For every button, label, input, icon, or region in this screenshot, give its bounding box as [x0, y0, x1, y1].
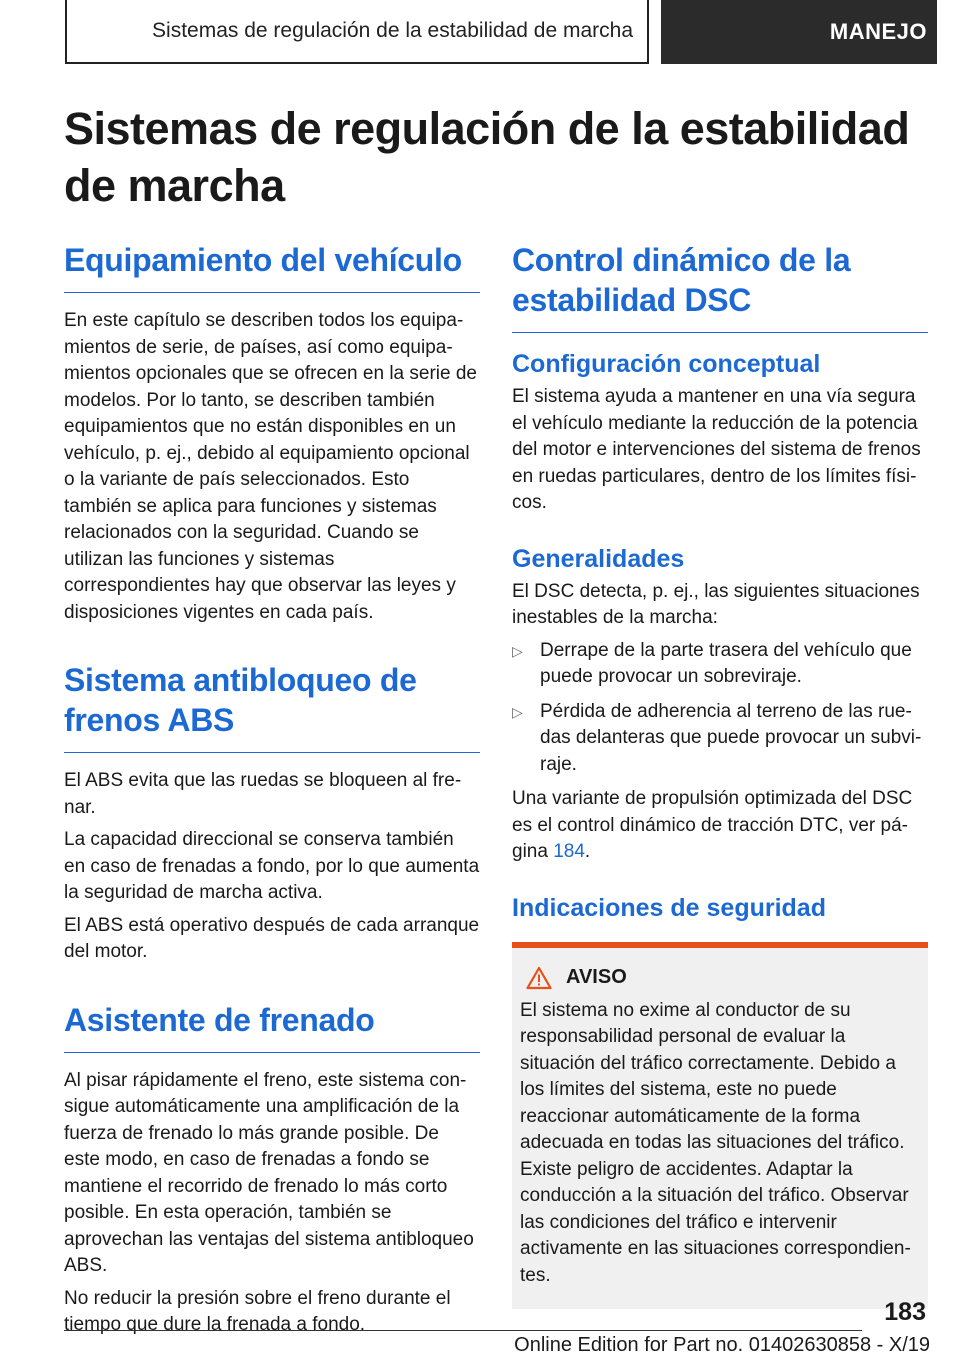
- footer-edition: Online Edition for Part no. 01402630858 - X/19: [514, 1334, 930, 1356]
- left-column: [64, 240, 480, 1345]
- page-title: Sistemas de regulación de la estabilidad de marcha: [64, 103, 910, 211]
- section-divider: [64, 292, 480, 293]
- section-divider: [64, 752, 480, 753]
- paragraph-with-link: [512, 786, 928, 866]
- paragraph: La capacidad direccional se conserva también en caso de frenadas a fondo, por lo que aumenta la seguridad de marcha activa.: [64, 829, 480, 903]
- warning-label: AVISO: [566, 966, 627, 988]
- paragraph-text-end: .: [584, 841, 591, 862]
- paragraph-text: Una variante de propulsión optimizada del DSC es el control dinámico de tracción DTC, ver página: [512, 788, 913, 862]
- paragraph: En este capítulo se describen todos los equipamientos de serie, de países, así como equipamientos opcionales que se ofrecen en la serie de modelos. Por lo tanto, se describen también equipamientos que no están disponibles en un vehículo, p. ej., debido al equipamiento opcional o la variante de país seleccionados. Esto también se aplica para funciones y sistemas relacionados con la seguridad. Cuando se utilizan las funciones y sistemas correspondientes hay que observar las leyes y disposiciones vigentes en cada país.: [64, 310, 477, 623]
- paragraph: Al pisar rápidamente el freno, este sistema consigue automáticamente una amplificación de la fuerza de frenado lo más grande posible. De este modo, en caso de frenadas a fondo se mantiene el recorrido de frenado lo más corto posible. En esta operación, también se aprovechan las ventajas del sistema antibloqueo ABS.: [64, 1069, 474, 1276]
- list-item-text: Derrape de la parte trasera del vehículo que puede provocar un sobreviraje.: [540, 639, 912, 687]
- footer-divider: [64, 1330, 862, 1331]
- bullet-arrow-icon: ▷: [512, 703, 523, 720]
- subsection-title-safety: Indicaciones de seguridad: [512, 893, 826, 922]
- section-divider: [64, 1052, 480, 1053]
- section-title-dsc: Control dinámico de la estabilidad DSC: [512, 242, 851, 318]
- header-section-box: [65, 0, 649, 64]
- header-chapter-tab: [661, 0, 937, 64]
- section-title-equipment: Equipamiento del vehículo: [64, 242, 462, 278]
- bullet-arrow-icon: ▷: [512, 642, 523, 659]
- page-reference-link[interactable]: 184: [553, 841, 585, 862]
- list-item: [512, 699, 928, 779]
- list-item: [512, 638, 928, 691]
- warning-text: El sistema no exime al conductor de su responsabilidad personal de evaluar la situación del tráfico correctamente. Debido a los límites del sistema, este no puede reaccionar automáticamente de la forma adecuada en todas las situaciones del tráfico. Existe peligro de accidentes. Adaptar la conducción a la situación del tráfico. Observar las condiciones del tráfico e intervenir activamente en las situaciones correspondientes.: [520, 999, 911, 1286]
- paragraph: El ABS evita que las ruedas se bloqueen al frenar.: [64, 770, 462, 818]
- warning-triangle-icon: [526, 966, 552, 990]
- section-divider: [512, 332, 928, 333]
- warning-header: [520, 966, 920, 990]
- header-section-title: Sistemas de regulación de la estabilidad de marcha: [152, 19, 633, 42]
- page-number: 183: [884, 1298, 926, 1326]
- bullet-list: [512, 638, 928, 779]
- paragraph: El sistema ayuda a mantener en una vía segura el vehículo mediante la reducción de la potencia del motor e intervenciones del sistema de frenos en ruedas particulares, dentro de los límites físicos.: [512, 386, 921, 513]
- paragraph: El DSC detecta, p. ej., las siguientes situaciones inestables de la marcha:: [512, 580, 920, 628]
- paragraph: No reducir la presión sobre el freno durante el tiempo que dure la frenada a fondo.: [64, 1287, 451, 1335]
- subsection-title-general: Generalidades: [512, 544, 685, 573]
- warning-box: [512, 942, 928, 1310]
- section-title-abs: Sistema antibloqueo de frenos ABS: [64, 662, 417, 738]
- subsection-title-concept: Configuración conceptual: [512, 350, 821, 378]
- list-item-text: Pérdida de adherencia al terreno de las ruedas delanteras que puede provocar un subviraje.: [540, 700, 922, 775]
- paragraph: El ABS está operativo después de cada arranque del motor.: [64, 914, 480, 962]
- right-column: [512, 240, 928, 1309]
- section-title-brake-assist: Asistente de frenado: [64, 1001, 375, 1038]
- header-chapter-label: MANEJO: [829, 19, 927, 44]
